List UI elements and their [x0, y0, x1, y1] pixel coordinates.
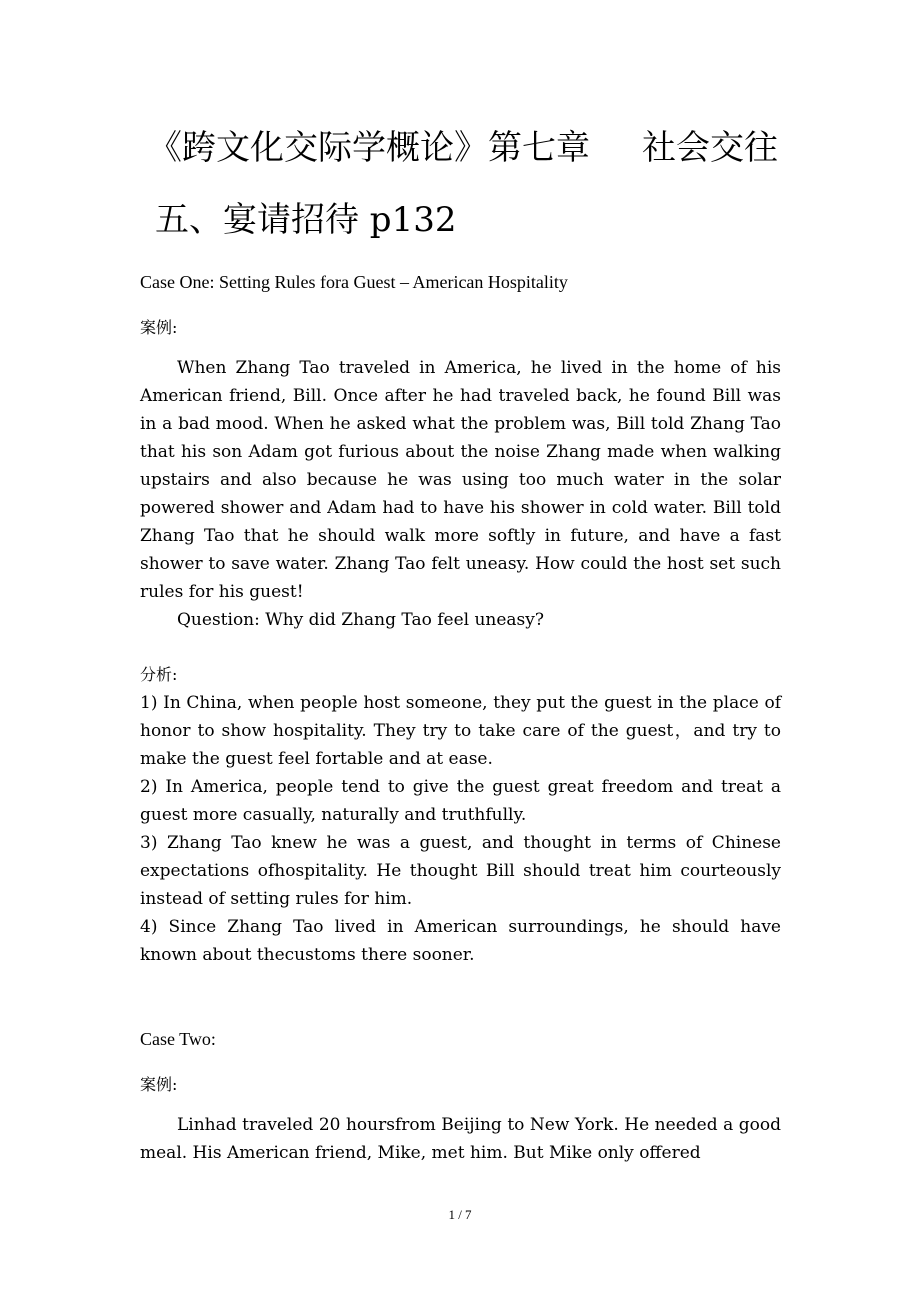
case-label: 案例: [140, 318, 178, 337]
case-one-story-block [140, 354, 781, 634]
case-two-story: Linhad traveled 20 hoursfrom Beijing to New York. He needed a good meal. His American friend, Mike, met him. But Mike only offered [140, 1115, 781, 1163]
page-number: 1 / 7 [448, 1207, 472, 1222]
case-two-story-block [140, 1111, 781, 1167]
case-one-section [140, 268, 781, 296]
analysis-label [140, 661, 781, 689]
title-book-chapter: 《跨文化交际学概论》第七章 [148, 128, 590, 168]
case-two-label [140, 1071, 781, 1099]
page-subtitle: 五、宴请招待 p132 [155, 200, 457, 240]
case-two-section [140, 1025, 781, 1053]
case-one-heading: Case One: Setting Rules fora Guest – American Hospitality [140, 272, 568, 292]
analysis-item: 3) Zhang Tao knew he was a guest, and thought in terms of Chinese expectations ofhospitality. He thought Bill should treat him courteously instead of setting rules for him. [140, 833, 781, 909]
page-title [148, 122, 788, 174]
analysis-item: 2) In America, people tend to give the guest great freedom and treat a guest more casually, naturally and truthfully. [140, 777, 781, 825]
analysis-item: 1) In China, when people host someone, they put the guest in the place of honor to show hospitality. They try to take care of the guest，and try to make the guest feel fortable and at ease. [140, 693, 781, 769]
case-two-heading: Case Two: [140, 1029, 216, 1049]
analysis-heading: 分析: [140, 665, 178, 684]
case-label: 案例: [140, 1075, 178, 1094]
analysis-list [140, 689, 781, 969]
analysis-item: 4) Since Zhang Tao lived in American surroundings, he should have known about thecustoms there sooner. [140, 917, 781, 965]
case-one-question: Question: Why did Zhang Tao feel uneasy? [177, 610, 545, 630]
case-one-label [140, 314, 781, 342]
case-one-story: When Zhang Tao traveled in America, he lived in the home of his American friend, Bill. Once after he had traveled back, he found Bill was in a bad mood. When he asked what the problem was, Bill told Zhang Tao that his son Adam got furious about the noise Zhang made when walking upstairs and also because he was using too much water in the solar powered shower and Adam had to have his shower in cold water. Bill told Zhang Tao that he should walk more softly in future, and have a fast shower to save water. Zhang Tao felt uneasy. How could the host set such rules for his guest! [140, 358, 781, 602]
title-section: 社会交往 [642, 128, 778, 168]
